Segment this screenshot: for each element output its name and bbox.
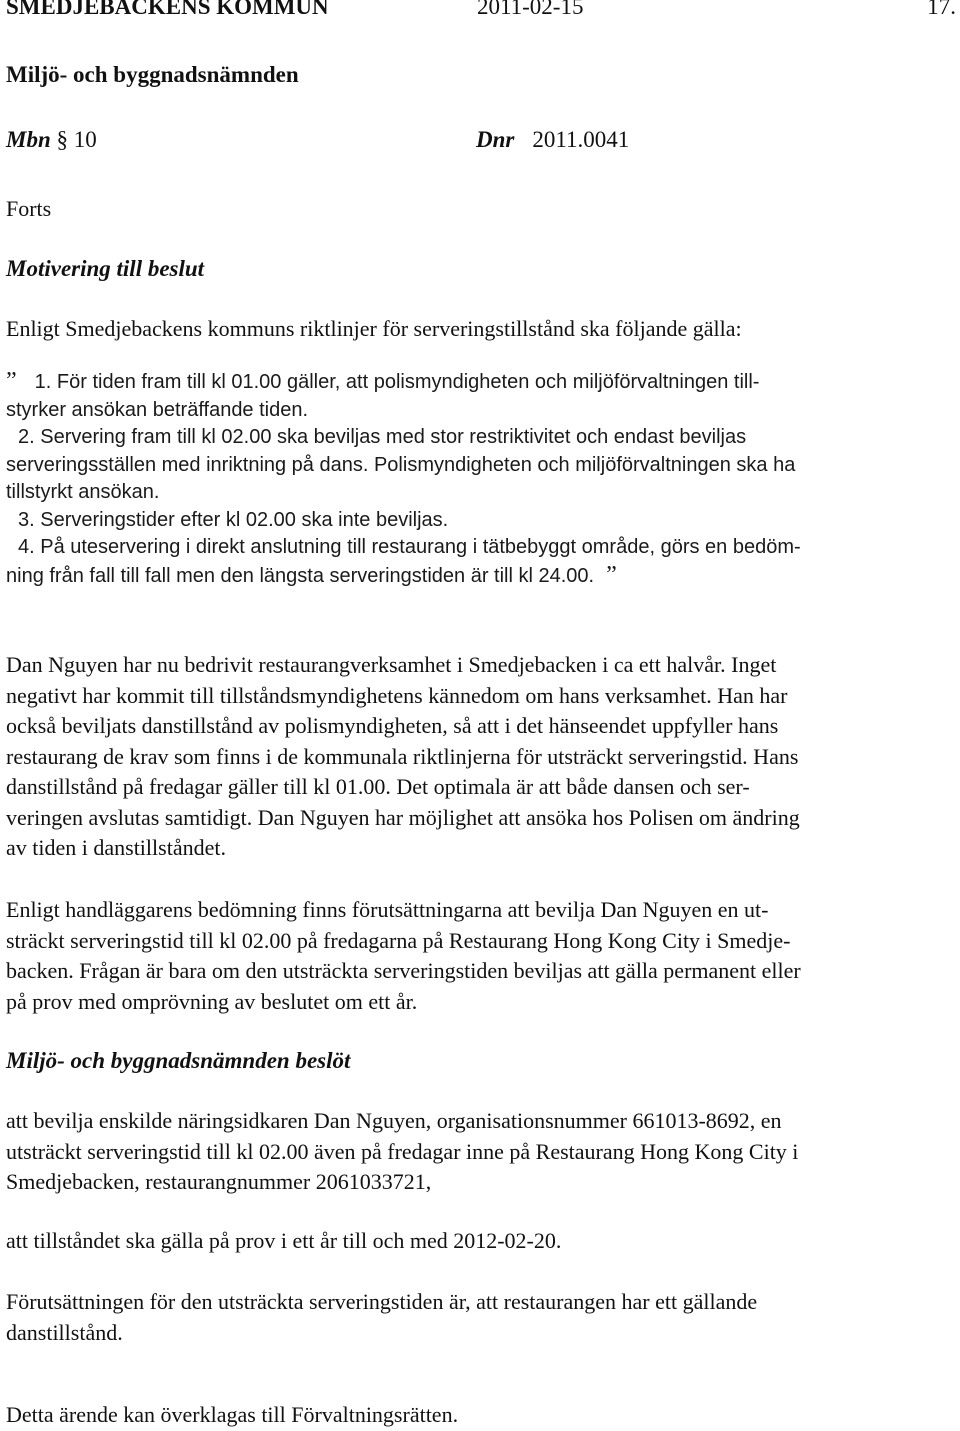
list-item: 4. På uteservering i direkt anslutning till restaurang i tätbebyggt område, görs en bedöm- <box>18 536 801 558</box>
opening-quote: ” <box>6 368 17 394</box>
list-item-text: 1. För tiden fram till kl 01.00 gäller, att polismyndigheten och miljöförvaltningen till- <box>34 371 760 393</box>
closing-quote: ” <box>606 561 617 588</box>
list-item-text: ning från fall till fall men den längsta serveringstiden är till kl 24.00. <box>6 564 595 587</box>
dnr-number: 2011.0041 <box>532 127 630 152</box>
text-line: Förutsättningen för den utsträckta serveringstiden är, att restaurangen har ett gällande <box>6 1289 758 1314</box>
decision-heading: Miljö- och byggnadsnämnden beslöt <box>6 1048 351 1073</box>
assessment-paragraph <box>6 650 951 864</box>
text-line: restaurang de krav som finns i de kommunala riktlinjerna för utsträckt serveringstid. Hans <box>6 743 799 769</box>
page-number: 17. <box>927 0 956 19</box>
text-line: också beviljats danstillstånd av polismyndigheten, så att i det hänseendet uppfyller hans <box>6 713 779 738</box>
continued-label: Forts <box>6 196 52 221</box>
municipality-name: SMEDJEBACKENS KOMMUN <box>6 0 329 19</box>
list-item <box>6 368 951 397</box>
appeal-notice: Detta ärende kan överklagas till Förvaltningsrätten. <box>6 1402 459 1427</box>
list-item: 2. Servering fram till kl 02.00 ska beviljas med stor restriktivitet och endast beviljas <box>18 426 747 448</box>
list-item-text <box>6 562 951 591</box>
officer-assessment-paragraph <box>6 895 951 1017</box>
department-name: Miljö- och byggnadsnämnden <box>6 62 299 87</box>
decision-validity-paragraph: att tillståndet ska gälla på prov i ett år till och med 2012-02-20. <box>6 1228 562 1253</box>
dnr-label: Dnr <box>476 127 515 152</box>
text-line: sträckt serveringstid till kl 02.00 på fredagarna på Restaurang Hong Kong City i Smedje- <box>6 927 791 953</box>
document-date: 2011-02-15 <box>477 0 584 19</box>
text-line: Dan Nguyen har nu bedrivit restaurangverksamhet i Smedjebacken i ca ett halvår. Inget <box>6 652 777 677</box>
text-line: av tiden i danstillståndet. <box>6 835 226 860</box>
text-line: Enligt handläggarens bedömning finns förutsättningarna att bevilja Dan Nguyen en ut- <box>6 897 769 922</box>
text-line: utsträckt serveringstid till kl 02.00 även på fredagar inne på Restaurang Hong Kong City i <box>6 1138 799 1164</box>
list-item-text: tillstyrkt ansökan. <box>6 481 160 503</box>
guidelines-list <box>6 368 951 590</box>
page-header <box>6 0 956 26</box>
text-line: danstillstånd. <box>6 1319 123 1345</box>
text-line: danstillstånd på fredagar gäller till kl 01.00. Det optimala är att både dansen och ser- <box>6 774 750 799</box>
list-item-text: styrker ansökan beträffande tiden. <box>6 398 309 421</box>
list-item-text: serveringsställen med inriktning på dans. Polismyndigheten och miljöförvaltningen ska ha <box>6 453 796 476</box>
paragraph-symbol: § <box>56 127 68 152</box>
motivation-heading: Motivering till beslut <box>6 256 205 281</box>
text-line: Smedjebacken, restaurangnummer 2061033721, <box>6 1169 432 1194</box>
text-line: negativt har kommit till tillståndsmyndighetens kännedom om hans verksamhet. Han har <box>6 682 788 708</box>
decision-condition-paragraph <box>6 1287 951 1348</box>
text-line: på prov med omprövning av beslutet om ett år. <box>6 988 418 1014</box>
text-line: att bevilja enskilde näringsidkaren Dan Nguyen, organisationsnummer 661013-8692, en <box>6 1108 782 1133</box>
decision-paragraph <box>6 1106 951 1198</box>
mbn-label: Mbn <box>6 127 51 152</box>
list-item: 3. Serveringstider efter kl 02.00 ska inte beviljas. <box>18 508 449 531</box>
text-line: backen. Frågan är bara om den utsträckta serveringstiden beviljas att gälla permanent eller <box>6 958 801 983</box>
mbn-number: 10 <box>73 127 97 152</box>
intro-paragraph: Enligt Smedjebackens kommuns riktlinjer för serveringstillstånd ska följande gälla: <box>6 316 742 341</box>
text-line: veringen avslutas samtidigt. Dan Nguyen har möjlighet att ansöka hos Polisen om ändring <box>6 804 800 830</box>
